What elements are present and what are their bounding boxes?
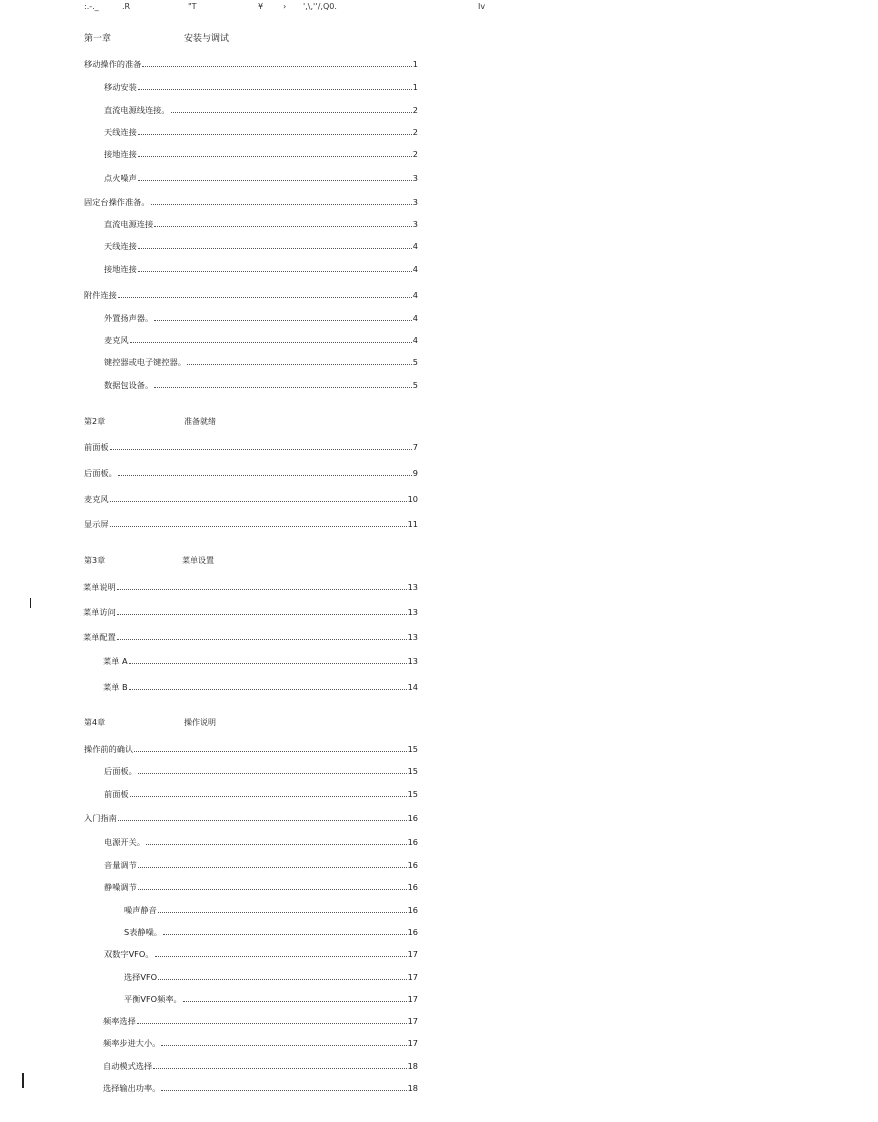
toc-entry[interactable] (104, 240, 418, 252)
toc-page-number: 2 (412, 127, 418, 137)
page-number-roman: Iv (478, 2, 486, 11)
dot-leader (171, 112, 412, 113)
dot-leader (118, 297, 412, 298)
dot-leader (138, 89, 412, 90)
toc-entry-label: 双数字VFO。 (104, 949, 154, 959)
dot-leader (161, 1090, 406, 1091)
toc-entry[interactable] (103, 1037, 418, 1049)
toc-entry-label: 前面板 (104, 789, 129, 799)
toc-entry[interactable] (84, 812, 418, 824)
toc-page-number: 17 (407, 949, 418, 959)
toc-entry-label: 附件连接 (84, 290, 117, 300)
toc-entry-label: S表静噪。 (124, 927, 162, 937)
scan-artifact-mark (22, 1073, 24, 1088)
dot-leader (158, 912, 407, 913)
toc-entry-label: 自动模式选择 (103, 1061, 153, 1071)
toc-page-number: 15 (407, 744, 418, 754)
dot-leader (129, 663, 407, 664)
toc-page-number: 2 (412, 149, 418, 159)
toc-entry-label: 前面板 (84, 442, 109, 452)
header-fragment: "T (188, 2, 197, 11)
toc-entry-label: 天线连接 (104, 127, 137, 137)
toc-page-number: 17 (407, 994, 418, 1004)
toc-entry-label: 平衡VFO频率。 (124, 994, 182, 1004)
toc-page-number: 5 (412, 380, 418, 390)
toc-page-number: 4 (412, 335, 418, 345)
dot-leader (138, 248, 412, 249)
toc-page-number: 7 (412, 442, 418, 452)
toc-page-number: 13 (407, 632, 418, 642)
toc-entry[interactable] (104, 218, 418, 230)
toc-entry-label: 麦克风 (104, 335, 129, 345)
toc-page-number: 16 (407, 882, 418, 892)
toc-entry-label: 麦克风 (84, 494, 109, 504)
dot-leader (137, 1023, 407, 1024)
dot-leader (155, 956, 407, 957)
toc-page-number: 16 (407, 813, 418, 823)
dot-leader (161, 1045, 406, 1046)
toc-page-number: 13 (407, 656, 418, 666)
header-fragment: ¥ (258, 2, 264, 11)
toc-entry-label: 点火噪声 (104, 173, 137, 183)
toc-page-number: 9 (412, 468, 418, 478)
toc-entry-label: 显示屏 (84, 519, 109, 529)
scan-artifact-mark (30, 598, 31, 608)
toc-entry-label: 菜单说明 (83, 582, 116, 592)
toc-entry[interactable] (103, 1015, 418, 1027)
toc-page-number: 4 (412, 241, 418, 251)
toc-page-number: 16 (407, 837, 418, 847)
toc-page-number: 4 (412, 264, 418, 274)
dot-leader (130, 796, 407, 797)
toc-page-number: 2 (412, 105, 418, 115)
toc-entry-label: 移动操作的准备 (84, 59, 142, 69)
toc-page-number: 3 (412, 173, 418, 183)
toc-page-number: 17 (407, 1038, 418, 1048)
toc-entry-label: 入门指南 (84, 813, 117, 823)
toc-entry[interactable] (103, 681, 418, 693)
toc-entry-label: 选择输出功率。 (103, 1083, 161, 1093)
dot-leader (158, 979, 406, 980)
dot-leader (110, 526, 407, 527)
dot-leader (187, 364, 412, 365)
header-fragment: › (283, 2, 287, 11)
toc-entry[interactable] (104, 172, 418, 184)
dot-leader (146, 844, 407, 845)
toc-entry[interactable] (84, 58, 418, 70)
dot-leader (138, 156, 412, 157)
toc-entry[interactable] (124, 993, 418, 1005)
toc-entry[interactable] (104, 312, 418, 324)
dot-leader (134, 751, 406, 752)
toc-entry[interactable] (84, 518, 418, 530)
toc-entry[interactable] (104, 263, 418, 275)
toc-page-number: 17 (407, 972, 418, 982)
header-fragment: .R (122, 2, 131, 11)
header-fragment: :.-._ (84, 2, 99, 11)
toc-page-number: 18 (407, 1061, 418, 1071)
toc-page-number: 4 (412, 313, 418, 323)
toc-entry[interactable] (104, 948, 418, 960)
toc-page-number: 3 (412, 219, 418, 229)
dot-leader (138, 134, 412, 135)
toc-entry[interactable] (104, 881, 418, 893)
toc-page-number: 3 (412, 197, 418, 207)
dot-leader (154, 320, 412, 321)
toc-entry[interactable] (104, 765, 418, 777)
toc-entry-label: 移动安装 (104, 82, 137, 92)
toc-entry[interactable] (104, 81, 418, 93)
dot-leader (130, 342, 412, 343)
dot-leader (151, 204, 412, 205)
dot-leader (142, 66, 411, 67)
toc-page-number: 17 (407, 1016, 418, 1026)
dot-leader (110, 449, 412, 450)
toc-entry-label: 电源开关。 (104, 837, 145, 847)
dot-leader (138, 889, 407, 890)
toc-entry[interactable] (83, 606, 418, 618)
toc-entry-label: 键控器或电子键控器。 (104, 357, 186, 367)
toc-entry[interactable] (84, 196, 418, 208)
toc-entry[interactable] (104, 334, 418, 346)
toc-page-number: 16 (407, 860, 418, 870)
dot-leader (117, 589, 407, 590)
toc-page-number: 5 (412, 357, 418, 367)
dot-leader (153, 1068, 406, 1069)
chapter-number: 第2章 (84, 417, 106, 426)
toc-page-number: 15 (407, 766, 418, 776)
toc-page-number: 4 (412, 290, 418, 300)
header-fragment: ',\,'ʼ/,Q0. (303, 2, 337, 11)
dot-leader (154, 387, 412, 388)
toc-entry-label: 操作前的确认 (84, 744, 134, 754)
toc-page-number: 1 (412, 82, 418, 92)
chapter-number: 第一章 (84, 34, 112, 44)
dot-leader (138, 773, 407, 774)
toc-entry[interactable] (104, 788, 418, 800)
toc-entry-label: 菜单 A (103, 656, 128, 666)
toc-entry-label: 数据包设备。 (104, 380, 154, 390)
toc-entry[interactable] (104, 148, 418, 160)
chapter-title: 安装与调试 (184, 34, 230, 44)
toc-entry-label: 固定台操作准备。 (84, 197, 150, 207)
dot-leader (138, 867, 407, 868)
toc-entry[interactable] (84, 743, 418, 755)
toc-page-number: 18 (407, 1083, 418, 1093)
toc-entry[interactable] (103, 655, 418, 667)
toc-entry[interactable] (124, 926, 418, 938)
toc-entry-label: 后面板。 (84, 468, 117, 478)
toc-entry-label: 噪声静音 (124, 905, 157, 915)
toc-entry-label: 菜单访问 (83, 607, 116, 617)
dot-leader (129, 689, 407, 690)
dot-leader (163, 934, 407, 935)
toc-page-number: 10 (407, 494, 418, 504)
chapter-title: 准备就绪 (184, 417, 216, 426)
toc-entry[interactable] (84, 289, 418, 301)
toc-entry[interactable] (84, 493, 418, 505)
toc-entry[interactable] (84, 441, 418, 453)
toc-entry-label: 接地连接 (104, 149, 137, 159)
toc-entry[interactable] (84, 467, 418, 479)
toc-entry[interactable] (103, 1060, 418, 1072)
toc-entry-label: 音量调节 (104, 860, 137, 870)
toc-entry[interactable] (104, 356, 418, 368)
toc-page-number: 1 (412, 59, 418, 69)
toc-entry[interactable] (83, 631, 418, 643)
toc-entry-label: 菜单 B (103, 682, 128, 692)
toc-entry-label: 菜单配置 (83, 632, 116, 642)
dot-leader (110, 501, 407, 502)
toc-page-number: 16 (407, 905, 418, 915)
toc-page-number: 13 (407, 607, 418, 617)
toc-entry-label: 后面板。 (104, 766, 137, 776)
toc-entry-label: 频率选择 (103, 1016, 136, 1026)
chapter-title: 菜单设置 (182, 556, 214, 565)
dot-leader (138, 180, 412, 181)
toc-entry[interactable] (104, 126, 418, 138)
toc-page-number: 16 (407, 927, 418, 937)
toc-entry-label: 频率步进大小。 (103, 1038, 161, 1048)
chapter-title: 操作说明 (184, 718, 216, 727)
chapter-number: 第4章 (84, 718, 106, 727)
toc-page-number: 11 (407, 519, 418, 529)
toc-entry-label: 直流电源线连接。 (104, 105, 170, 115)
dot-leader (118, 820, 407, 821)
toc-entry[interactable] (83, 581, 418, 593)
chapter-number: 第3章 (84, 556, 106, 565)
toc-entry[interactable] (103, 1082, 418, 1094)
dot-leader (138, 271, 412, 272)
toc-entry-label: 静噪调节 (104, 882, 137, 892)
toc-entry-label: 选择VFO (124, 972, 158, 982)
dot-leader (183, 1001, 407, 1002)
dot-leader (118, 475, 412, 476)
dot-leader (117, 639, 407, 640)
toc-entry[interactable] (124, 904, 418, 916)
toc-entry-label: 直流电源连接 (104, 219, 154, 229)
toc-entry[interactable] (104, 859, 418, 871)
dot-leader (154, 226, 412, 227)
toc-page-number: 14 (407, 682, 418, 692)
dot-leader (117, 614, 407, 615)
toc-page-number: 15 (407, 789, 418, 799)
toc-page-number: 13 (407, 582, 418, 592)
toc-entry[interactable] (104, 104, 418, 116)
toc-entry-label: 接地连接 (104, 264, 137, 274)
toc-entry[interactable] (124, 971, 418, 983)
toc-entry-label: 天线连接 (104, 241, 137, 251)
toc-entry[interactable] (104, 379, 418, 391)
toc-entry[interactable] (104, 836, 418, 848)
toc-entry-label: 外置扬声器。 (104, 313, 154, 323)
